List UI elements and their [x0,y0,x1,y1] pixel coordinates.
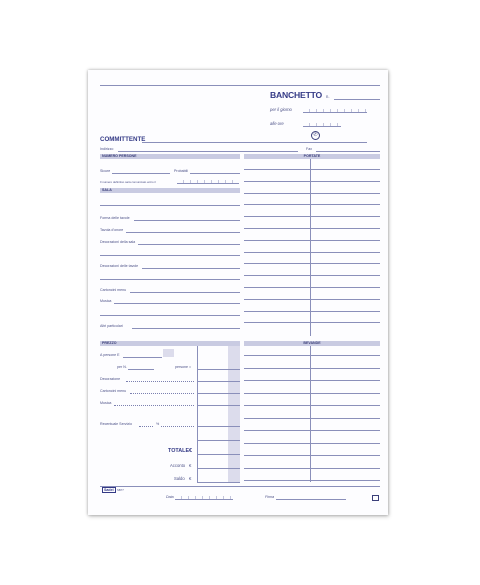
totale-euro-symbol: € [189,448,192,454]
ruled-line[interactable] [244,181,380,182]
portate-header: PORTATE [244,154,380,159]
ruled-line[interactable] [244,216,380,217]
ruled-line[interactable] [244,263,380,264]
forma-tavole-label: Forma delle tavole [100,216,130,220]
form-title: BANCHETTO [270,90,322,100]
ruled-line[interactable] [244,468,380,469]
ruled-line[interactable] [244,418,380,419]
ruled-line[interactable] [244,204,380,205]
cartoncini-menu-field[interactable] [130,292,240,293]
ruled-line[interactable] [244,443,380,444]
persone-label: persone = [175,365,192,369]
committente-label: COMMITTENTE [100,136,146,143]
ruled-line[interactable] [244,193,380,194]
prezzo-rule [197,468,240,469]
firma-label: Firma [265,495,275,499]
prezzo-header: PREZZO [100,341,240,346]
a-persone-field[interactable] [123,357,162,358]
top-rule [100,85,380,86]
a-persone-label: A persone E [100,353,120,357]
date-label: per il giorno [270,107,292,112]
bevande-header: BEVANDE [244,341,380,346]
altri-particolari-label: Altri particolari [100,324,123,328]
indirizzo-label: Indirizzo [100,147,114,151]
committente-field[interactable] [142,142,367,143]
decorazioni-tavole-label: Decorazioni delle tavole [100,264,139,268]
tavola-onore-field[interactable] [126,232,240,233]
ruled-line[interactable] [244,287,380,288]
decorazioni-sala-line-2[interactable] [100,255,240,256]
phone-icon: ✆ [311,131,320,140]
numero-definitivo-label: Il numero definitivo sarà comunicato entro il [100,180,156,184]
fax-label: Fax [306,147,312,151]
musica-line-2[interactable] [100,315,240,316]
decorazioni-sala-label: Decorazioni della sala [100,240,136,244]
ruled-line[interactable] [244,455,380,456]
recentuale-dots-2 [161,426,194,427]
number-label: n. [326,94,330,99]
data-field[interactable] [175,493,233,500]
decorazione-dots [126,381,194,382]
sicure-label: Sicure [100,169,111,173]
acconto-label: Acconto [170,463,186,468]
prezzo-amount-column [228,346,240,482]
sala-header: SALA [100,188,240,193]
time-field[interactable] [303,120,341,127]
ruled-line[interactable] [244,405,380,406]
footer-rule [100,486,380,487]
cartoncini-dots [130,393,194,394]
musica-field[interactable] [114,303,240,304]
ruled-line[interactable] [244,355,380,356]
ruled-line[interactable] [244,169,380,170]
date-field[interactable] [303,106,367,113]
totale-label: TOTALE [168,448,190,454]
tavola-onore-label: Tavola d'onore [100,228,124,232]
cartoncini-prezzo-label: Cartoncini menu [100,389,127,393]
ruled-line[interactable] [244,380,380,381]
ruled-line[interactable] [244,480,380,481]
ruled-line[interactable] [244,430,380,431]
prezzo-rule [197,405,240,406]
prezzo-rule [197,454,240,455]
ruled-line[interactable] [244,393,380,394]
ruled-line[interactable] [244,299,380,300]
data-label: Data [166,495,174,499]
cartoncini-menu-label: Cartoncini menu [100,288,127,292]
bevande-divider [310,346,311,482]
firma-field[interactable] [276,499,346,500]
ruled-line[interactable] [244,252,380,253]
probabili-label: Probabili [174,169,188,173]
decorazioni-tavole-line-2[interactable] [100,279,240,280]
decorazioni-tavole-field[interactable] [142,268,240,269]
altri-particolari-field[interactable] [132,328,240,329]
prezzo-rule [197,482,240,483]
fax-field[interactable] [316,151,380,152]
numero-definitivo-date[interactable] [177,179,239,184]
recentuale-label: Recentuale Servizio [100,422,132,426]
saldo-euro-symbol: € [189,476,192,481]
per-n-label: per N. [117,365,127,369]
probabili-field[interactable] [190,173,240,174]
ruled-line[interactable] [244,311,380,312]
acconto-euro-symbol: € [189,463,192,468]
per-n-field[interactable] [128,369,154,370]
saldo-label: Saldo [174,476,185,481]
prezzo-rule [197,369,240,370]
page-marker [372,495,379,501]
sala-line-1[interactable] [100,205,240,206]
musica-prezzo-label: Musica [100,401,112,405]
sicure-field[interactable] [112,173,170,174]
decorazioni-sala-field[interactable] [138,244,240,245]
a-persone-box[interactable] [163,349,174,357]
number-field[interactable] [334,99,380,100]
recentuale-dots[interactable] [139,426,153,427]
prezzo-rule [197,381,240,382]
prezzo-divider [197,346,198,482]
portate-divider [310,159,311,336]
musica-dots [114,405,194,406]
ruled-line[interactable] [244,368,380,369]
prezzo-rule [197,393,240,394]
ruled-line[interactable] [244,240,380,241]
ruled-line[interactable] [244,228,380,229]
percent-label: % [156,422,160,426]
ruled-line[interactable] [244,322,380,323]
banchetto-form-sheet [88,70,388,515]
musica-label: Musica [100,299,112,303]
prezzo-rule [197,440,240,441]
prezzo-rule [197,426,240,427]
indirizzo-field[interactable] [118,151,298,152]
numero-persone-header: NUMERO PERSONE [100,154,240,159]
decorazione-label: Decorazione [100,377,121,381]
forma-tavole-field[interactable] [134,220,240,221]
product-code: SB77 [117,488,124,492]
brand-logo: Sadel [104,488,114,492]
ruled-line[interactable] [244,275,380,276]
time-label: alle ore [270,121,284,126]
